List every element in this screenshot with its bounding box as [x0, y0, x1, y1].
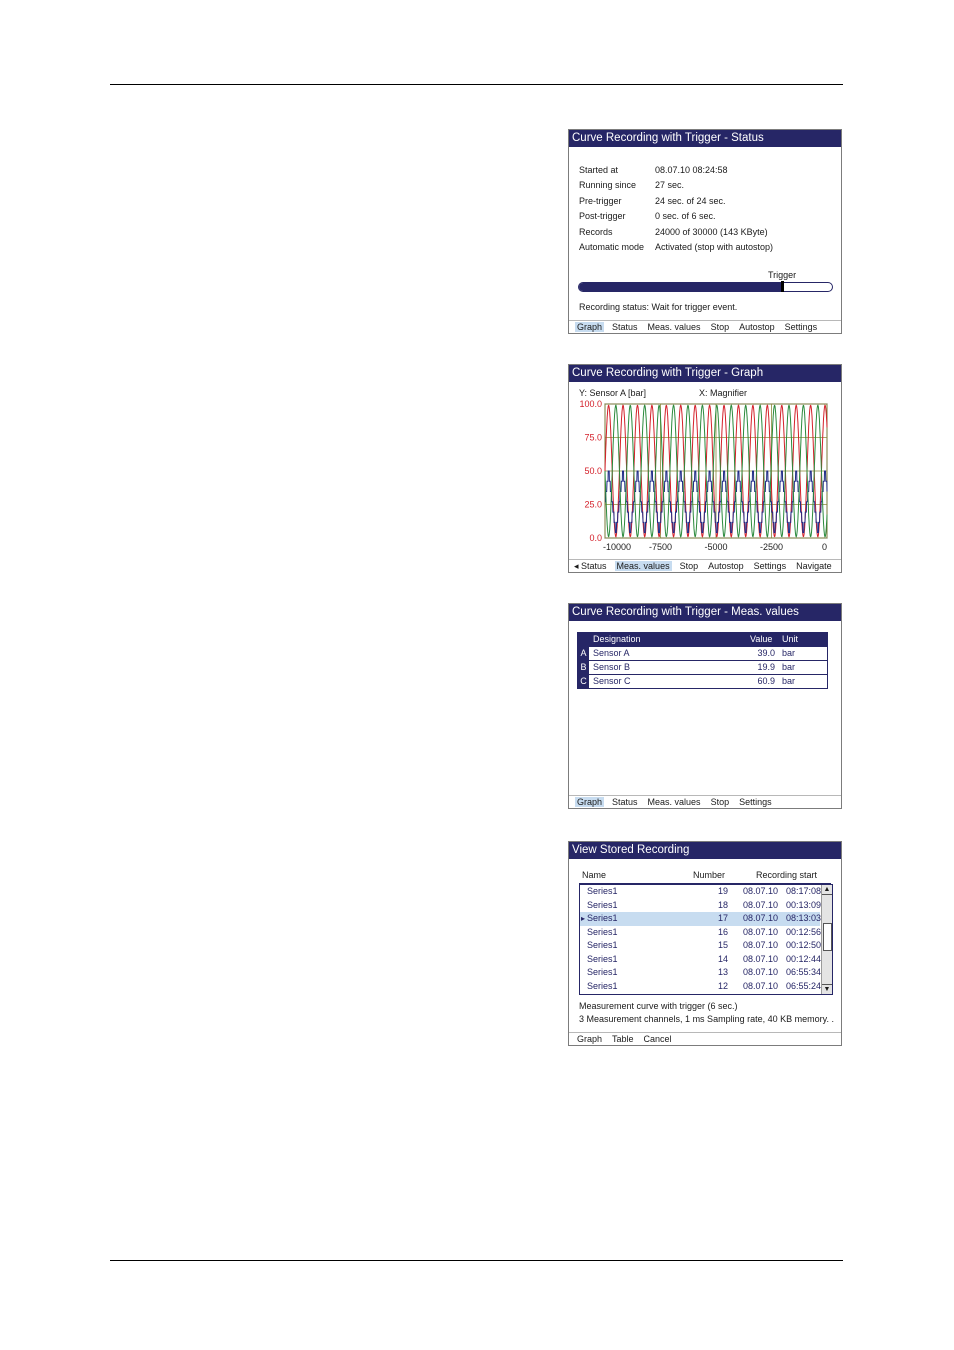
status-row-label: Running since [579, 180, 637, 190]
stored-menu-item-1[interactable]: Table [612, 1034, 634, 1044]
status-row-value: 27 sec. [655, 180, 685, 190]
channel-name: Sensor A [593, 648, 630, 658]
meas-menu-item-3[interactable]: Stop [710, 797, 730, 807]
list-item[interactable] [580, 885, 820, 899]
x-axis-caption: X: Magnifier [699, 388, 748, 398]
channel-unit: bar [782, 648, 796, 658]
recording-number: 17 [718, 913, 729, 923]
recording-name: Series1 [587, 980, 618, 991]
meas-menubar [569, 795, 841, 808]
graph-menu-item-1[interactable]: Meas. values [616, 561, 670, 571]
status-menu-item-5[interactable]: Settings [784, 322, 818, 332]
selection-arrow-icon: ▸ [581, 914, 586, 923]
recording-status: Recording status: Wait for trigger event. [579, 302, 738, 312]
y-tick-label: 0.0 [589, 533, 602, 543]
graph-menu-item-4[interactable]: Settings [753, 561, 787, 571]
meas-menu-item-4[interactable]: Settings [739, 797, 772, 807]
recording-date: 08.07.10 [743, 967, 779, 977]
recording-number: 13 [718, 967, 729, 977]
channel-value: 19.9 [757, 662, 775, 672]
recording-name: Series1 [587, 886, 618, 896]
status-menu-item-0[interactable]: Graph [577, 322, 603, 332]
meas-table-header [578, 633, 827, 646]
list-item[interactable] [580, 926, 820, 940]
stored-list [579, 884, 833, 995]
recording-name: Series1 [587, 940, 618, 950]
y-tick-label: 100.0 [579, 400, 602, 409]
graph-menu-item-3[interactable]: Autostop [708, 561, 744, 571]
meas-title: Curve Recording with Trigger - Meas. values [569, 604, 841, 621]
status-row-label: Pre-trigger [579, 196, 622, 206]
graph-title: Curve Recording with Trigger - Graph [569, 365, 841, 382]
scroll-down-arrow[interactable]: ▼ [823, 986, 831, 993]
recording-name: Series1 [587, 926, 618, 937]
recording-number: 18 [718, 899, 729, 910]
status-row-label: Records [579, 227, 613, 237]
stored-header [579, 870, 831, 884]
status-row-value: 24000 of 30000 (143 KByte) [655, 227, 768, 237]
bottom-rule [110, 1260, 843, 1261]
unit-header: Unit [782, 634, 799, 644]
status-menubar [569, 320, 841, 333]
x-tick-label: 0 [821, 542, 827, 552]
channel-name: Sensor C [593, 676, 631, 686]
recording-name: Series1 [587, 967, 618, 977]
channel-letter: C [578, 675, 589, 688]
status-row [579, 165, 728, 175]
graph-menu-item-5[interactable]: Navigate [796, 561, 832, 571]
value-header: Value [750, 634, 773, 644]
trigger-label: Trigger [768, 270, 797, 280]
graph-menubar [569, 559, 841, 572]
channel-unit: bar [782, 676, 796, 686]
recording-time: 08:13:03 [786, 913, 822, 923]
recording-date: 08.07.10 [743, 953, 779, 964]
designation-header: Designation [593, 634, 641, 644]
graph-menu-item-2[interactable]: Stop [679, 561, 699, 571]
status-row [579, 227, 768, 237]
list-item[interactable] [580, 966, 820, 980]
recording-date: 08.07.10 [743, 940, 779, 950]
list-item[interactable] [580, 939, 820, 953]
status-row-value: 0 sec. of 6 sec. [655, 211, 716, 221]
status-row [579, 242, 773, 252]
stored-screen [568, 841, 842, 1046]
stored-menu-item-2[interactable]: Cancel [643, 1034, 672, 1044]
list-item[interactable] [580, 899, 820, 913]
y-tick-label: 75.0 [584, 432, 602, 443]
status-row-value: 24 sec. of 24 sec. [655, 196, 726, 206]
recording-number: 19 [718, 886, 729, 896]
graph-screen [568, 364, 842, 573]
trigger-marker [781, 281, 784, 292]
meas-menu-item-2[interactable]: Meas. values [647, 797, 701, 807]
y-tick-label: 25.0 [584, 499, 602, 510]
channel-value: 39.0 [757, 648, 775, 658]
channel-unit: bar [782, 662, 796, 672]
meas-table [577, 632, 828, 689]
sensor-graph[interactable] [569, 400, 841, 560]
meas-menu-item-0[interactable]: Graph [577, 797, 603, 807]
x-tick-label: -7500 [648, 542, 673, 552]
stored-title: View Stored Recording [569, 842, 841, 859]
status-row-value: 08.07.10 08:24:58 [655, 165, 728, 175]
status-row [579, 196, 726, 206]
recording-time: 00:12:50 [786, 940, 822, 950]
status-row-label: Started at [579, 165, 619, 175]
recording-number: 16 [718, 926, 729, 937]
recording-info-2: 3 Measurement channels, 1 ms Sampling rate, 40 KB memory. . [579, 1014, 834, 1024]
recording-date: 08.07.10 [743, 980, 779, 991]
status-screen [568, 129, 842, 334]
recording-name: Series1 [587, 899, 618, 910]
status-menu-item-3[interactable]: Stop [710, 322, 730, 332]
status-menu-item-1[interactable]: Status [612, 322, 638, 332]
x-tick-label: -10000 [603, 542, 632, 552]
table-row[interactable] [578, 674, 827, 688]
recording-number: 14 [718, 953, 729, 964]
recording-name: Series1 [587, 913, 618, 923]
channel-value: 60.9 [757, 676, 775, 686]
graph-menu-item-0[interactable]: ◂ Status [574, 561, 607, 571]
status-menu-item-4[interactable]: Autostop [739, 322, 775, 332]
status-row-label: Post-trigger [579, 211, 626, 221]
recording-name: Series1 [587, 953, 618, 964]
trigger-progress-fill [579, 283, 781, 291]
trigger-progress-bar [578, 282, 833, 292]
recording-date: 08.07.10 [743, 899, 779, 910]
status-row-label: Automatic mode [579, 242, 645, 252]
status-row [579, 180, 684, 190]
channel-letter: A [578, 647, 589, 660]
scroll-up-arrow[interactable]: ▲ [823, 886, 831, 893]
status-row-value: Activated (stop with autostop) [655, 242, 774, 252]
stored-menu-item-0[interactable]: Graph [577, 1034, 603, 1044]
y-tick-label: 50.0 [584, 466, 602, 476]
recording-time: 06:55:34 [786, 967, 822, 977]
table-row[interactable] [578, 660, 827, 674]
table-row[interactable] [578, 646, 827, 660]
status-menu-item-2[interactable]: Meas. values [647, 322, 701, 332]
start-header: Recording start [756, 870, 818, 880]
recording-time: 08:17:08 [786, 886, 822, 896]
x-tick-label: -2500 [759, 542, 784, 552]
top-rule [110, 84, 843, 85]
recording-number: 15 [718, 940, 729, 950]
list-item[interactable] [580, 980, 820, 994]
recording-number: 12 [718, 980, 729, 991]
name-header: Name [582, 870, 607, 880]
list-item[interactable] [580, 953, 820, 967]
recording-time: 00:12:44 [786, 953, 822, 964]
number-header: Number [693, 870, 726, 880]
channel-letter: B [578, 661, 589, 674]
y-axis-caption: Y: Sensor A [bar] [579, 388, 647, 398]
list-scrollbar[interactable] [821, 885, 832, 994]
recording-info-1: Measurement curve with trigger (6 sec.) [579, 1001, 738, 1011]
meas-screen [568, 603, 842, 809]
recording-time: 00:12:56 [786, 926, 822, 937]
list-item[interactable] [580, 912, 820, 926]
recording-date: 08.07.10 [743, 913, 779, 923]
recording-time: 06:55:24 [786, 980, 822, 991]
recording-time: 00:13:09 [786, 899, 822, 910]
recording-date: 08.07.10 [743, 886, 779, 896]
status-row [579, 211, 716, 221]
channel-name: Sensor B [593, 662, 631, 672]
status-title: Curve Recording with Trigger - Status [569, 130, 841, 147]
stored-menubar [569, 1032, 841, 1045]
x-tick-label: -5000 [704, 542, 728, 552]
scroll-thumb[interactable] [823, 923, 832, 951]
recording-date: 08.07.10 [743, 926, 779, 937]
meas-menu-item-1[interactable]: Status [612, 797, 638, 807]
